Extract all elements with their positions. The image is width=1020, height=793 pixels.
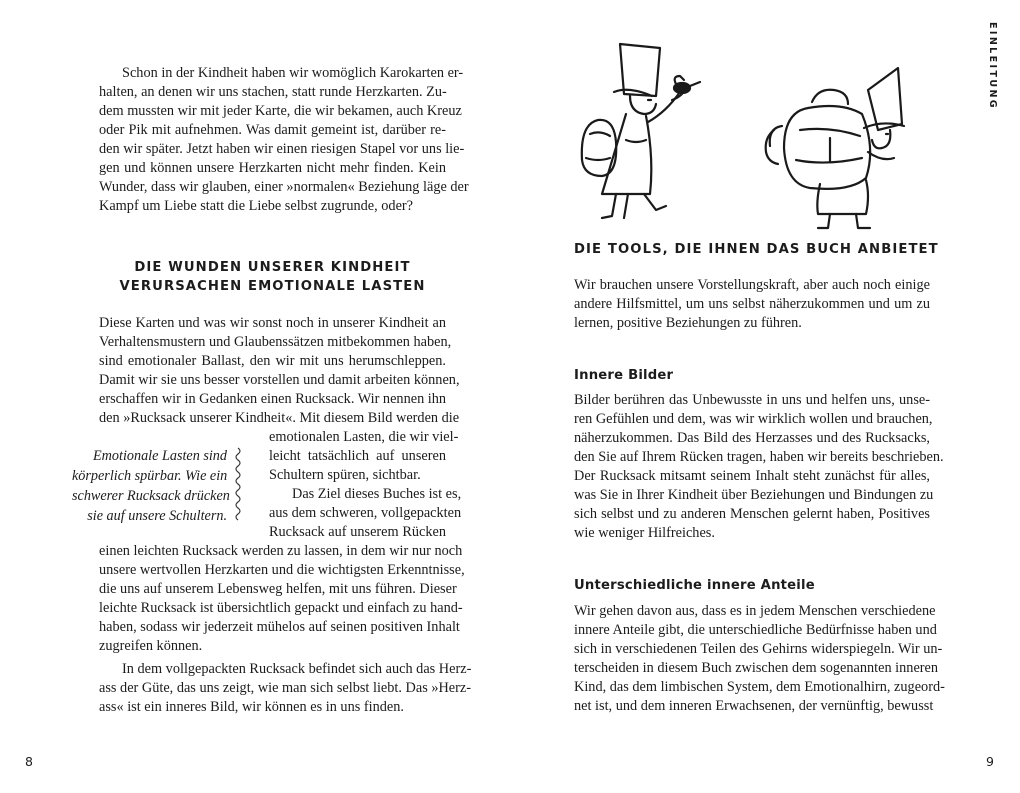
text-line: sich selbst und zu anderen Menschen gelernt haben, Positives [574,506,930,522]
text-line: ass« ist ein inneres Bild, wir können es in uns finden. [99,699,404,715]
text-line: Kind, das dem limbischen System, dem Emotionalhirn, zugeord- [574,679,945,695]
text-line: Kampf um Liebe statt die Liebe selbst zugrunde, oder? [99,198,414,214]
text-line: innere Anteile gibt, die unterschiedliche Bedürfnisse haben und [574,622,937,638]
text-line: Rucksack auf unserem Rücken [269,524,446,540]
text-line: emotionalen Lasten, die wir viel- [269,429,459,445]
text-line: terscheiden in diesem Buch zwischen dem sogenannten inneren [574,660,939,676]
text-line: den »Rucksack unserer Kindheit«. Mit diesem Bild werden die [99,410,460,426]
text-line: Wir brauchen unsere Vorstellungskraft, aber auch noch einige [574,277,930,293]
text-line: Der Rucksack mitsamt seinem Inhalt steht zunächst für alles, [574,468,930,484]
text-line: Wunder, dass wir glauben, einer »normalen« Beziehung läge der [99,179,469,195]
squiggle-divider-icon [233,446,243,522]
text-line: oder Pik mit aufnehmen. Was damit gemeint ist, darüber re- [99,122,446,138]
section-heading: DIE TOOLS, DIE IHNEN DAS BUCH ANBIETET [574,242,939,257]
text-line: net ist, und dem inneren Erwachsenen, der vernünftig, bewusst [574,698,934,714]
text-line: leicht tatsächlich auf unseren [269,448,446,464]
text-line: Das Ziel dieses Buches ist es, [292,486,462,502]
page-number: 9 [986,754,994,769]
text-line: Verhaltensmustern und Glaubenssätzen mitbekommen haben, [99,334,452,350]
illustration-figures-with-backpacks [568,30,948,230]
subheading-innere-anteile: Unterschiedliche innere Anteile [574,578,815,593]
text-line: einen leichten Rucksack werden zu lassen, in dem wir nur noch [99,543,463,559]
text-line: Bilder berühren das Unbewusste in uns und helfen uns, unse- [574,392,930,408]
text-line: den Sie auf Ihrem Rücken tragen, haben wir bereits beschrieben. [574,449,944,465]
text-line: aus dem schweren, vollgepackten [269,505,462,521]
text-line: ren Gefühlen und dem, was wir wirklich wollen und brauchen, [574,411,933,427]
text-line: was Sie in Ihrer Kindheit über Beziehungen und Bindungen zu [574,487,934,503]
page-number: 8 [25,754,33,769]
text-line: halten, an denen wir uns stachen, statt runde Herzkarten. Zu- [99,84,447,100]
text-line: andere Hilfsmittel, um uns selbst näherzukommen und um zu [574,296,930,312]
pull-quote-line: sie auf unsere Schultern. [87,508,227,524]
text-line: Damit wir sie uns besser vorstellen und damit arbeiten können, [99,372,460,388]
text-line: unsere wertvollen Herzkarten und die wichtigsten Erkenntnisse, [99,562,465,578]
text-line: erschaffen wir in Gedanken einen Rucksack. Wir nennen ihn [99,391,447,407]
subheading-innere-bilder: Innere Bilder [574,368,674,383]
right-page [510,0,1020,793]
text-line: dem mussten wir mit jeder Karte, die wir bekamen, auch Kreuz [99,103,462,119]
figure-with-heavy-backpack-icon [766,68,904,228]
pull-quote-line: Emotionale Lasten sind [93,448,227,464]
text-line: lernen, positive Beziehungen zu führen. [574,315,802,331]
pull-quote-line: körperlich spürbar. Wie ein [72,468,228,484]
text-line: haben, sodass wir jederzeit mühelos auf seinen positiven Inhalt [99,619,460,635]
text-line: Schon in der Kindheit haben wir womöglich Karokarten er- [122,65,464,81]
text-line: sich in verschiedenen Teilen des Gehirns widerspiegeln. Wir un- [574,641,943,657]
text-line: den wir später. Jetzt haben wir einen riesigen Stapel vor uns lie- [99,141,465,157]
heading-line: DIE WUNDEN UNSERER KINDHEIT [134,260,411,275]
text-line: In dem vollgepackten Rucksack befindet sich auch das Herz- [122,661,472,677]
pull-quote-line: schwerer Rucksack drücken [72,488,230,504]
text-line: näherzukommen. Das Bild des Herzasses und des Rucksacks, [574,430,930,446]
figure-with-bird-icon [582,44,700,218]
text-line: ass der Güte, das uns zeigt, wie man sich selbst liebt. Das »Herz- [99,680,472,696]
text-line: wie weniger Hilfreiches. [574,525,715,541]
text-line: Diese Karten und was wir sonst noch in unserer Kindheit an [99,315,446,331]
heading-line: VERURSACHEN EMOTIONALE LASTEN [119,279,426,294]
text-line: sind emotionaler Ballast, den wir mit uns herumschleppen. [99,353,446,369]
text-line: Wir gehen davon aus, dass es in jedem Menschen verschiedene [574,603,936,619]
text-line: die uns auf unserem Lebensweg helfen, mit uns führen. Dieser [99,581,457,597]
text-line: Schultern spüren, sichtbar. [269,467,421,483]
running-head: EINLEITUNG [987,22,998,110]
text-line: zugreifen können. [99,638,203,654]
text-line: leichte Rucksack ist übersichtlich gepackt und einfach zu hand- [99,600,463,616]
text-line: gen und können unsere Herzkarten nicht mehr finden. Kein [99,160,446,176]
